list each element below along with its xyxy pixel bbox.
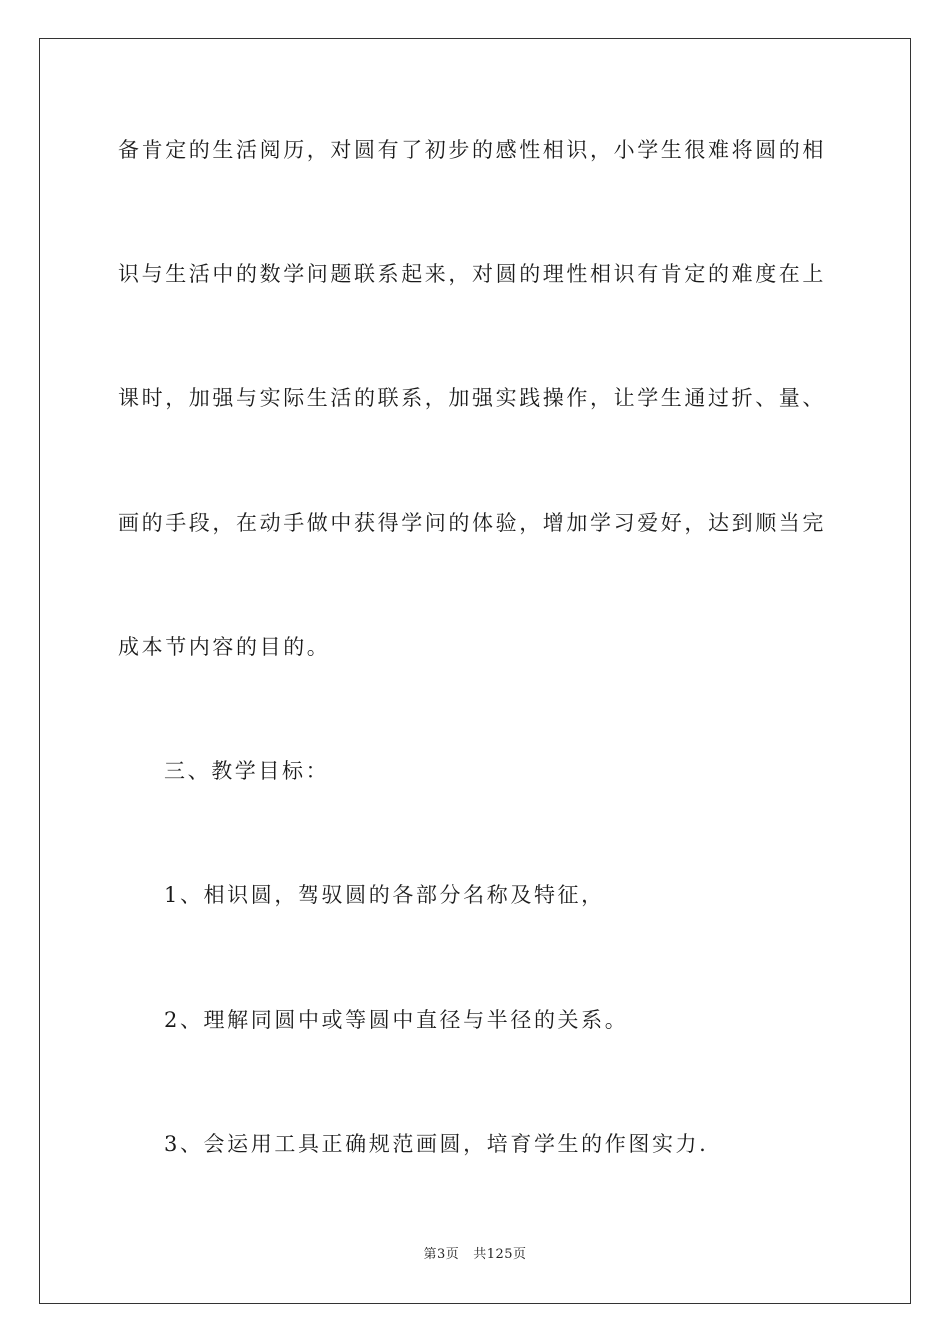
body-text-line: 画的手段，在动手做中获得学问的体验，增加学习爱好，达到顺当完: [118, 511, 826, 535]
goal-item: 1、相识圆，驾驭圆的各部分名称及特征，: [164, 883, 605, 907]
page-footer: [0, 1246, 950, 1264]
goal-item: 2、理解同圆中或等圆中直径与半径的关系。: [164, 1008, 629, 1032]
body-text-line: 成本节内容的目的。: [118, 635, 331, 659]
goal-item: 3、会运用工具正确规范画圆，培育学生的作图实力.: [164, 1132, 709, 1156]
section-heading: 三、教学目标：: [164, 759, 330, 783]
page-number: 第3页: [423, 1247, 460, 1262]
body-text-line: 课时，加强与实际生活的联系，加强实践操作，让学生通过折、量、: [118, 386, 826, 410]
page-total: 共125页: [473, 1247, 527, 1262]
body-text-line: 识与生活中的数学问题联系起来，对圆的理性相识有肯定的难度在上: [118, 262, 826, 286]
body-text-line: 备肯定的生活阅历，对圆有了初步的感性相识，小学生很难将圆的相: [118, 138, 826, 162]
page-border: [39, 38, 911, 1304]
